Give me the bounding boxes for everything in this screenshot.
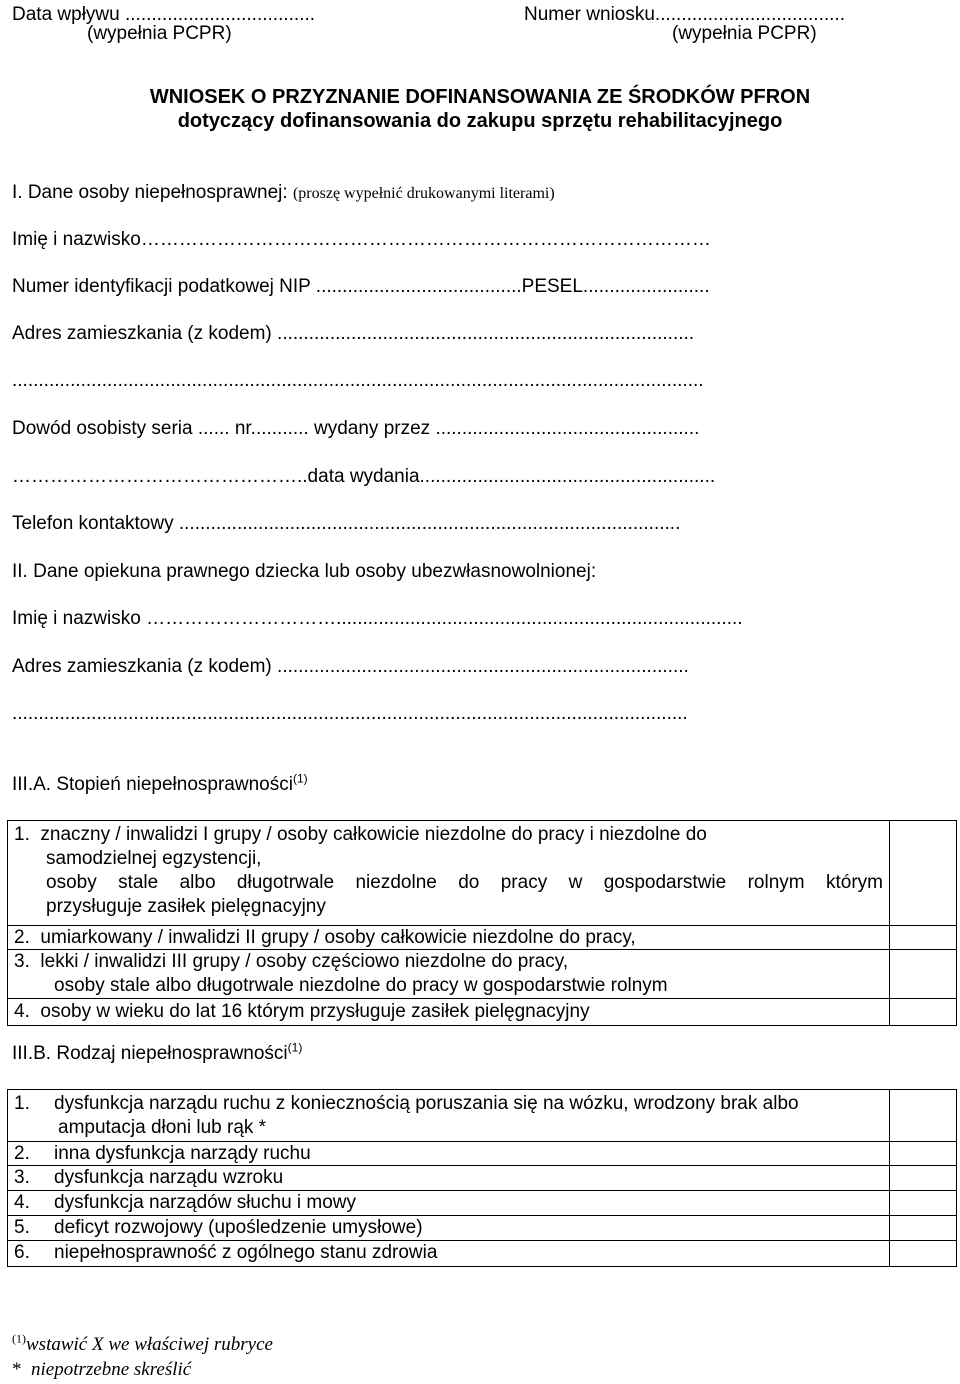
section3a-heading	[12, 771, 308, 796]
section1-heading	[12, 182, 555, 205]
section1-heading-note: (proszę wypełnić drukowanymi literami)	[292, 185, 555, 202]
field-id-card[interactable]: Dowód osobisty seria ...... nr........... wydany przez ..................................................	[12, 418, 700, 439]
field-address-continued[interactable]: ...................................................................................................................................	[12, 370, 704, 391]
degree-checkbox-4[interactable]	[890, 999, 957, 1026]
footnote-1-ref: (1)	[12, 1331, 26, 1346]
degree-option-1	[8, 821, 890, 926]
type-option-3	[8, 1166, 890, 1191]
field-issue-date[interactable]: ………………………………………..data wydania........................................................	[12, 466, 716, 487]
row-text: osoby stale albo długotrwale niezdolne do pracy w gospodarstwie rolnym	[54, 975, 668, 996]
footnote-2	[12, 1359, 191, 1381]
row-number: 6.	[14, 1242, 30, 1263]
section1-heading-text: I. Dane osoby niepełnosprawnej:	[12, 182, 288, 203]
type-option-1	[8, 1090, 890, 1142]
type-checkbox-6[interactable]	[890, 1241, 957, 1267]
row-text: lekki / inwalidzi III grupy / osoby częściowo niezdolne do pracy,	[40, 951, 569, 972]
guardian-address-continued[interactable]: ................................................................................................................................	[12, 703, 688, 724]
type-checkbox-2[interactable]	[890, 1142, 957, 1166]
application-number-note: (wypełnia PCPR)	[672, 23, 817, 44]
guardian-name-field[interactable]: Imię i nazwisko ………………………….............................................................................	[12, 608, 743, 629]
row-number: 1.	[14, 824, 30, 845]
disability-type-table	[7, 1089, 957, 1267]
section3b-heading	[12, 1040, 303, 1065]
row-number: 4.	[14, 1192, 30, 1213]
row-text: amputacja dłoni lub rąk *	[58, 1117, 267, 1138]
row-text: dysfunkcja narządu wzroku	[54, 1167, 284, 1188]
row-text: umiarkowany / inwalidzi II grupy / osoby całkowicie niezdolne do pracy,	[40, 927, 636, 948]
section2-heading: II. Dane opiekuna prawnego dziecka lub osoby ubezwłasnowolnionej:	[12, 561, 597, 582]
row-text: osoby stale albo długotrwale niezdolne do pracy w gospodarstwie rolnym którym	[46, 872, 883, 893]
disability-degree-table	[7, 820, 957, 1026]
row-number: 1.	[14, 1093, 30, 1114]
type-option-5	[8, 1216, 890, 1241]
field-nip-pesel[interactable]: Numer identyfikacji podatkowej NIP .......................................PESEL........................	[12, 276, 710, 297]
row-number: 2.	[14, 1143, 30, 1164]
type-option-2	[8, 1142, 890, 1166]
degree-option-2	[8, 926, 890, 950]
section3a-heading-text: III.A. Stopień niepełnosprawności	[12, 774, 293, 795]
type-option-4	[8, 1191, 890, 1216]
degree-checkbox-1[interactable]	[890, 821, 957, 926]
table-row	[8, 1216, 957, 1241]
date-received-note: (wypełnia PCPR)	[87, 23, 232, 44]
application-number-label: Numer wniosku....................................	[524, 4, 845, 25]
row-text: przysługuje zasiłek pielęgnacyjny	[46, 896, 326, 917]
section3b-heading-text: III.B. Rodzaj niepełnosprawności	[12, 1043, 288, 1064]
document-subtitle: dotyczący dofinansowania do zakupu sprzętu rehabilitacyjnego	[177, 110, 783, 132]
row-number: 5.	[14, 1217, 30, 1238]
document-title: WNIOSEK O PRZYZNANIE DOFINANSOWANIA ZE ŚRODKÓW PFRON	[149, 86, 811, 108]
type-option-6	[8, 1241, 890, 1267]
row-text: dysfunkcja narządu ruchu z koniecznością poruszania się na wózku, wrodzony brak albo	[54, 1093, 799, 1114]
type-checkbox-3[interactable]	[890, 1166, 957, 1191]
type-checkbox-5[interactable]	[890, 1216, 957, 1241]
degree-checkbox-2[interactable]	[890, 926, 957, 950]
row-text: deficyt rozwojowy (upośledzenie umysłowe)	[54, 1217, 423, 1238]
row-number: 2.	[14, 927, 30, 948]
row-text: inna dysfunkcja narządy ruchu	[54, 1143, 311, 1164]
table-row	[8, 1090, 957, 1142]
degree-option-3	[8, 950, 890, 999]
table-row	[8, 1191, 957, 1216]
guardian-address-field[interactable]: Adres zamieszkania (z kodem) ..............................................................................	[12, 656, 689, 677]
degree-checkbox-3[interactable]	[890, 950, 957, 999]
field-phone[interactable]: Telefon kontaktowy ...............................................................................................	[12, 513, 681, 534]
date-received-label: Data wpływu ....................................	[12, 4, 316, 25]
footnote-2-mark: *	[12, 1359, 22, 1380]
section3a-heading-footnote-ref: (1)	[292, 771, 308, 786]
row-text: osoby w wieku do lat 16 którym przysługuje zasiłek pielęgnacyjny	[40, 1001, 590, 1022]
degree-option-4	[8, 999, 890, 1026]
row-text: niepełnosprawność z ogólnego stanu zdrowia	[54, 1242, 438, 1263]
row-number: 4.	[14, 1001, 30, 1022]
table-row	[8, 1166, 957, 1191]
footnote-2-text: niepotrzebne skreślić	[31, 1359, 192, 1380]
row-text: samodzielnej egzystencji,	[46, 848, 262, 869]
row-text: dysfunkcja narządów słuchu i mowy	[54, 1192, 357, 1213]
type-checkbox-1[interactable]	[890, 1090, 957, 1142]
section3b-heading-footnote-ref: (1)	[287, 1040, 303, 1055]
table-row	[8, 1241, 957, 1267]
row-text: znaczny / inwalidzi I grupy / osoby całkowicie niezdolne do pracy i niezdolne do	[40, 824, 707, 845]
table-row	[8, 821, 957, 926]
field-address[interactable]: Adres zamieszkania (z kodem) ...............................................................................	[12, 323, 695, 344]
footnote-1	[12, 1331, 273, 1356]
row-number: 3.	[14, 951, 30, 972]
type-checkbox-4[interactable]	[890, 1191, 957, 1216]
table-row	[8, 950, 957, 999]
footnote-1-text: wstawić X we właściwej rubryce	[26, 1334, 273, 1355]
table-row	[8, 999, 957, 1026]
table-row	[8, 1142, 957, 1166]
row-number: 3.	[14, 1167, 30, 1188]
field-name[interactable]: Imię i nazwisko………………………………………………………………………………	[12, 229, 711, 250]
table-row	[8, 926, 957, 950]
